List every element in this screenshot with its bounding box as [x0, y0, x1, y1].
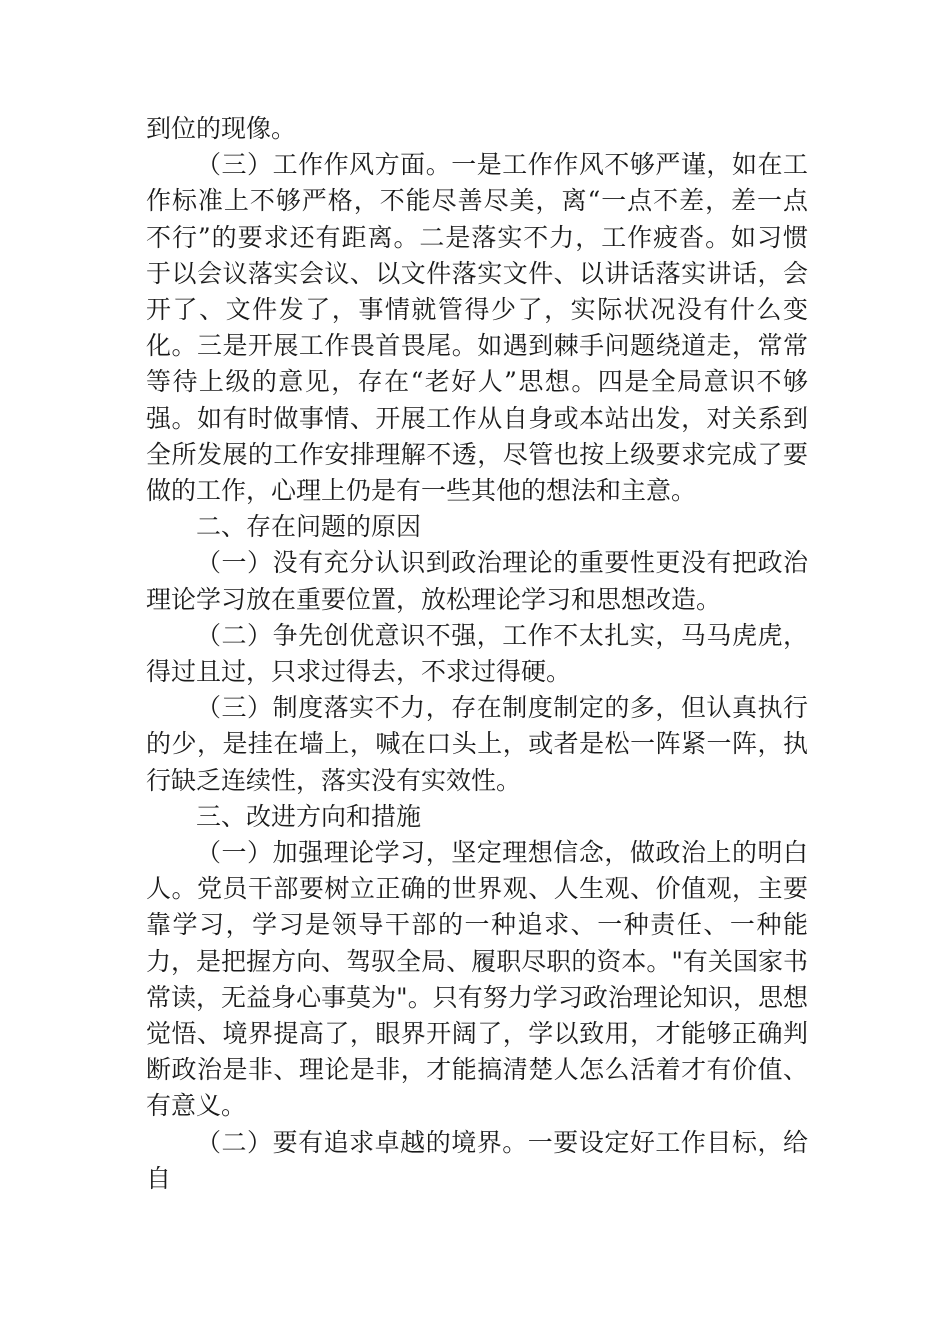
paragraph-work-style: （三）工作作风方面。一是工作作风不够严谨，如在工作标准上不够严格，不能尽善尽美，离“一点不差，差一点不行”的要求还有距离。二是落实不力，工作疲沓。如习惯于以会议落实会议、以文件落实文件、以讲话落实讲话，会开了、文件发了，事情就管得少了，实际状况没有什么变化。三是开展工作畏首畏尾。如遇到棘手问题绕道走，常常等待上级的意见，存在“老好人”思想。四是全局意识不够强。如有时做事情、开展工作从自身或本站出发，对关系到全所发展的工作安排理解不透，尽管也按上级要求完成了要做的工作，心理上仍是有一些其他的想法和主意。 [146, 150, 808, 506]
paragraph-cause-2: （二）争先创优意识不强，工作不太扎实，马马虎虎，得过且过，只求过得去，不求过得硬。 [146, 620, 808, 687]
paragraph-cause-1: （一）没有充分认识到政治理论的重要性更没有把政治理论学习放在重要位置，放松理论学习和思想改造。 [146, 548, 808, 614]
document-page [146, 111, 808, 1197]
paragraph-continuation: 到位的现像。 [146, 114, 297, 143]
section-heading-measures: 三、改进方向和措施 [196, 801, 422, 831]
paragraph-measure-2: （二）要有追求卓越的境界。一要设定好工作目标，给自 [146, 1127, 808, 1193]
section-heading-causes: 二、存在问题的原因 [196, 512, 422, 542]
paragraph-measure-1: （一）加强理论学习，坚定理想信念，做政治上的明白人。党员干部要树立正确的世界观、人生观、价值观，主要靠学习，学习是领导干部的一种追求、一种责任、一种能力，是把握方向、驾驭全局、履职尽职的资本。"有关国家书常读，无益身心事莫为"。只有努力学习政治理论知识，思想觉悟、境界提高了，眼界开阔了，学以致用，才能够正确判断政治是非、理论是非，才能搞清楚人怎么活着才有价值、有意义。 [146, 838, 808, 1121]
paragraph-cause-3: （三）制度落实不力，存在制度制定的多，但认真执行的少，是挂在墙上，喊在口头上，或者是松一阵紧一阵，执行缺乏连续性，落实没有实效性。 [146, 693, 808, 795]
